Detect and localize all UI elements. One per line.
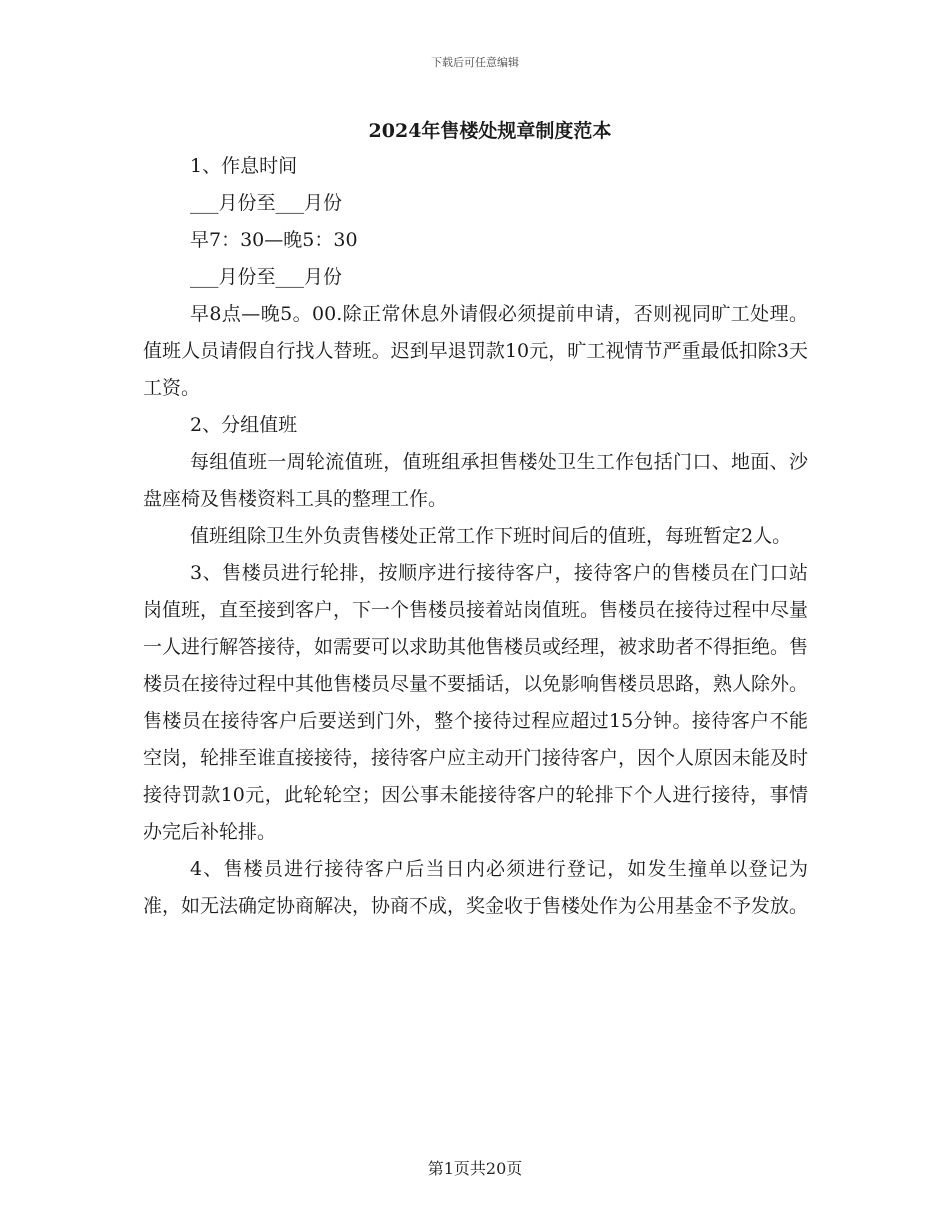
schedule-hours-2-and-leave-rules: 早8点—晚5。00.除正常休息外请假必须提前申请，否则视同旷工处理。值班人员请假自行找人替班。迟到早退罚款10元，旷工视情节严重最低扣除3天工资。 [143, 303, 808, 399]
duty-group-after-hours: 值班组除卫生外负责售楼处正常工作下班时间后的值班，每班暂定2人。 [190, 525, 792, 547]
schedule-period-2: ___月份至___月份 [190, 266, 343, 288]
rotation-rules: 3、售楼员进行轮排，按顺序进行接待客户，接待客户的售楼员在门口站岗值班，直至接到客户，下一个售楼员接着站岗值班。售楼员在接待过程中尽量一人进行解答接待，如需要可以求助其他售楼员或经理，被求助者不得拒绝。售楼员在接待过程中其他售楼员尽量不要插话，以免影响售楼员思路，熟人除外。售楼员在接待客户后要送到门外，整个接待过程应超过15分钟。接待客户不能空岗，轮排至谁直接接待，接待客户应主动开门接待客户，因个人原因未能及时接待罚款10元，此轮轮空；因公事未能接待客户的轮排下个人进行接待，事情办完后补轮排。 [143, 562, 809, 843]
registration-rules: 4、售楼员进行接待客户后当日内必须进行登记，如发生撞单以登记为准，如无法确定协商解决，协商不成，奖金收于售楼处作为公用基金不予发放。 [143, 858, 809, 917]
page-footer: 第1页共20页 [427, 1159, 523, 1178]
section-heading-schedule: 1、作息时间 [190, 155, 298, 177]
header-note: 下载后可任意编辑 [431, 56, 519, 69]
duty-group-cleaning: 每组值班一周轮流值班，值班组承担售楼处卫生工作包括门口、地面、沙盘座椅及售楼资料工具的整理工作。 [143, 451, 808, 510]
section-heading-duty-groups: 2、分组值班 [190, 414, 298, 436]
document-body [143, 148, 808, 925]
schedule-period-1: ___月份至___月份 [190, 192, 343, 214]
document-title: 2024年售楼处规章制度范本 [368, 120, 612, 142]
schedule-hours-1: 早7：30—晚5：30 [190, 229, 358, 251]
